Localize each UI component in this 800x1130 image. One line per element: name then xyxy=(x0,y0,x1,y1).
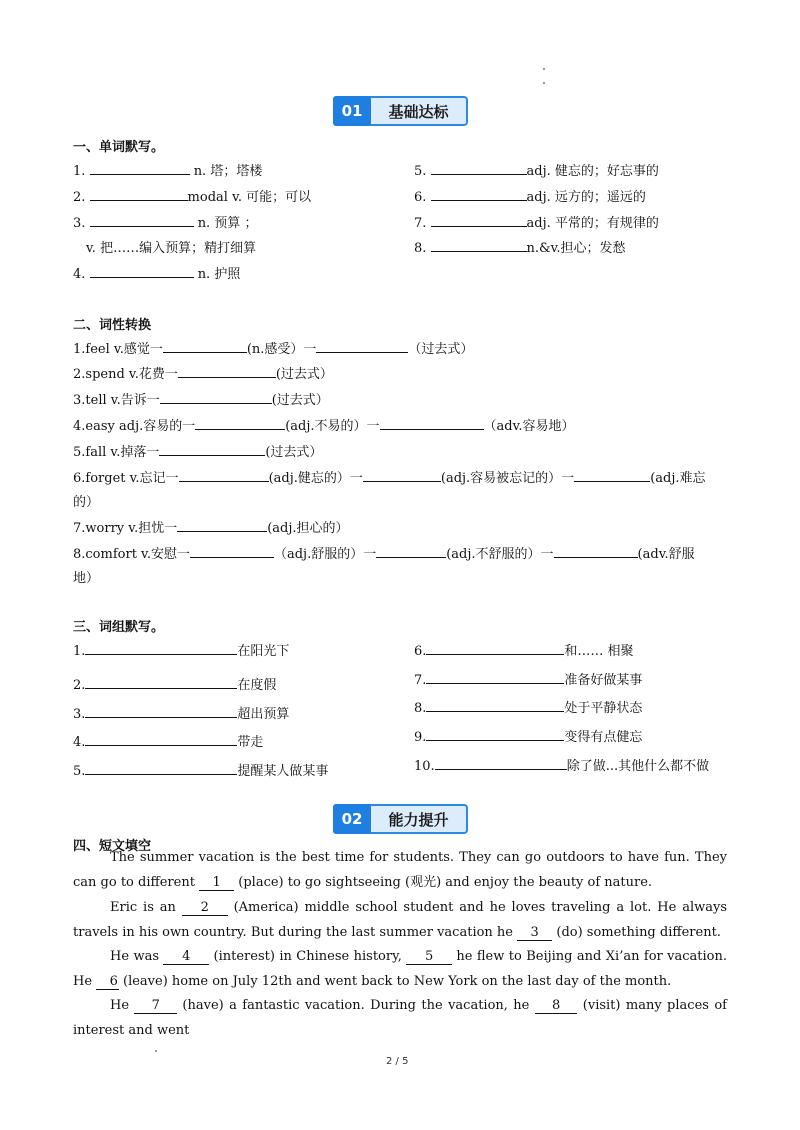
word-item-2 xyxy=(73,186,311,205)
item-text: 7.worry v.担忧一 xyxy=(73,521,178,536)
item-text: (过去式） xyxy=(275,367,333,382)
answer-blank[interactable] xyxy=(90,213,194,227)
blank-number: 1 xyxy=(212,874,221,890)
form-item-5 xyxy=(73,441,322,460)
form-item-6-continued: 的） xyxy=(73,495,100,510)
answer-blank[interactable] xyxy=(90,161,190,175)
item-hint: 带走 xyxy=(237,735,264,750)
item-hint: 在阳光下 xyxy=(237,644,290,659)
item-hint: adj. 健忘的；好忘事的 xyxy=(526,164,659,179)
answer-blank[interactable] xyxy=(316,339,408,353)
item-hint: 处于平静状态 xyxy=(564,701,643,716)
answer-blank[interactable] xyxy=(380,416,484,430)
item-number: 3. xyxy=(73,216,86,231)
badge-number: 02 xyxy=(333,804,371,834)
blank-number: 3 xyxy=(530,924,539,940)
word-item-7 xyxy=(414,212,659,231)
item-text: 2.spend v.花费一 xyxy=(73,367,178,382)
item-hint: 变得有点健忘 xyxy=(564,730,643,745)
passage-text: he flew to Beijing and Xi’an for vacation. He xyxy=(73,949,727,989)
item-text: 8.comfort v.安慰一 xyxy=(73,547,190,562)
answer-blank[interactable] xyxy=(85,675,237,689)
item-number: 1. xyxy=(73,164,86,179)
word-item-6 xyxy=(414,186,646,205)
badge-title: 能力提升 xyxy=(388,810,449,829)
item-hint: n. 塔；塔楼 xyxy=(193,164,263,179)
cloze-blank-5[interactable] xyxy=(406,949,452,965)
item-number: 5. xyxy=(414,164,427,179)
answer-blank[interactable] xyxy=(163,339,247,353)
page-number: 2 / 5 xyxy=(386,1056,409,1067)
decorative-dot xyxy=(543,68,545,70)
passage-text: The summer vacation is the best time for students. They can go outdoors to have fun. They can go to different xyxy=(73,850,727,890)
item-number: 1. xyxy=(73,644,86,659)
phrase-item-7 xyxy=(414,669,642,688)
cloze-paragraph-4 xyxy=(73,994,727,1043)
answer-blank[interactable] xyxy=(160,390,272,404)
passage-text: (interest) in Chinese history, xyxy=(209,949,407,964)
passage-text: (do) something different. xyxy=(552,924,721,940)
item-hint: modal v. 可能；可以 xyxy=(187,190,312,205)
answer-blank[interactable] xyxy=(90,187,188,201)
word-item-3 xyxy=(73,212,257,231)
form-item-8-continued: 地） xyxy=(73,571,100,586)
item-number: 4. xyxy=(73,735,86,750)
item-number: 7. xyxy=(414,216,427,231)
item-number: 6. xyxy=(414,644,427,659)
section-heading-phrase-dictation: 三、词组默写。 xyxy=(73,620,165,635)
blank-number: 8 xyxy=(551,998,561,1013)
cloze-blank-8[interactable] xyxy=(535,998,578,1014)
cloze-blank-1[interactable] xyxy=(199,875,234,891)
form-item-8 xyxy=(73,543,695,562)
blank-number: 5 xyxy=(424,949,434,964)
blank-number: 4 xyxy=(182,949,191,964)
section-badge-basic xyxy=(333,96,468,126)
section-heading-cloze: 四、短文填空 xyxy=(73,839,152,854)
item-number: 2. xyxy=(73,190,86,205)
item-number: 3. xyxy=(73,707,86,722)
item-text: (adv.舒服 xyxy=(637,547,695,562)
item-number: 10. xyxy=(414,759,435,774)
answer-blank[interactable] xyxy=(574,468,650,482)
decorative-dot xyxy=(543,82,545,84)
passage-text: (visit) many places of interest and went xyxy=(73,998,727,1038)
phrase-item-3 xyxy=(73,703,289,722)
answer-blank[interactable] xyxy=(426,670,564,684)
phrase-item-8 xyxy=(414,697,642,716)
cloze-blank-6[interactable] xyxy=(96,974,119,990)
section-badge-advanced xyxy=(333,804,468,834)
form-item-7 xyxy=(73,517,349,536)
answer-blank[interactable] xyxy=(426,698,564,712)
form-item-3 xyxy=(73,389,329,408)
answer-blank[interactable] xyxy=(85,761,237,775)
item-number: 6. xyxy=(414,190,427,205)
answer-blank[interactable] xyxy=(431,161,527,175)
cloze-blank-7[interactable] xyxy=(134,998,177,1014)
word-item-1 xyxy=(73,160,262,179)
blank-number: 2 xyxy=(200,900,209,915)
item-hint: n. 护照 xyxy=(197,267,241,282)
word-item-4 xyxy=(73,263,240,282)
phrase-item-10 xyxy=(414,755,709,774)
item-hint: 提醒某人做某事 xyxy=(237,764,329,779)
phrase-item-4 xyxy=(73,731,263,750)
item-hint: n. 预算 ； xyxy=(197,216,258,231)
form-item-6 xyxy=(73,467,706,486)
form-item-1 xyxy=(73,338,473,357)
item-hint: 和…… 相聚 xyxy=(564,644,634,659)
item-hint: 准备好做某事 xyxy=(564,673,643,688)
answer-blank[interactable] xyxy=(190,544,274,558)
blank-number: 6 xyxy=(109,973,118,989)
word-item-5 xyxy=(414,160,659,179)
item-hint: n.&v.担心；发愁 xyxy=(526,241,626,256)
blank-number: 7 xyxy=(151,998,160,1013)
cloze-paragraph-2 xyxy=(73,896,727,945)
phrase-item-1 xyxy=(73,640,289,659)
item-number: 4. xyxy=(73,267,86,282)
item-text: 3.tell v.告诉一 xyxy=(73,393,160,408)
badge-title: 基础达标 xyxy=(388,102,449,121)
item-text: 5.fall v.掉落一 xyxy=(73,445,160,460)
phrase-item-5 xyxy=(73,760,328,779)
item-hint: adj. 平常的；有规律的 xyxy=(526,216,659,231)
cloze-blank-3[interactable] xyxy=(517,925,552,941)
item-number: 2. xyxy=(73,678,86,693)
item-text: (过去式） xyxy=(265,445,323,460)
phrase-item-6 xyxy=(414,640,634,659)
section-heading-word-dictation: 一、单词默写。 xyxy=(73,140,165,155)
passage-text: (place) to go sightseeing (观光) and enjoy the beauty of nature. xyxy=(234,874,653,890)
item-text: (adj.容易被忘记的）一 xyxy=(440,471,575,486)
item-hint: 超出预算 xyxy=(237,707,290,722)
answer-blank[interactable] xyxy=(426,641,564,655)
passage-text: He xyxy=(110,998,135,1013)
item-text: 6.forget v.忘记一 xyxy=(73,471,179,486)
passage-text: (America) middle school student and he loves traveling a lot. He always travels in his own country. But during the last summer vacation he xyxy=(73,900,728,940)
item-number: 7. xyxy=(414,673,427,688)
answer-blank[interactable] xyxy=(435,756,567,770)
passage-text: (have) a fantastic vacation. During the vacation, he xyxy=(177,998,535,1013)
item-number: 5. xyxy=(73,764,86,779)
answer-blank[interactable] xyxy=(431,187,527,201)
badge-number: 01 xyxy=(333,96,371,126)
item-text: (adj.不易的）一 xyxy=(285,419,380,434)
cloze-paragraph-3 xyxy=(73,945,727,994)
item-text: (adj.难忘 xyxy=(650,471,706,486)
item-hint: 在度假 xyxy=(237,678,277,693)
section-heading-word-forms: 二、词性转换 xyxy=(73,318,152,333)
form-item-2 xyxy=(73,363,333,382)
passage-text: (leave) home on July 12th and went back to New York on the last day of the month. xyxy=(118,973,672,989)
answer-blank[interactable] xyxy=(363,468,441,482)
word-item-3-continued: v. 把……编入预算；精打细算 xyxy=(86,241,257,256)
item-text: (adj.不舒服的）一 xyxy=(446,547,554,562)
answer-blank[interactable] xyxy=(85,704,237,718)
passage-text: He was xyxy=(110,949,164,964)
item-number: 8. xyxy=(414,241,427,256)
item-hint: 除了做...其他什么都不做 xyxy=(566,759,710,774)
item-text: (adj.健忘的）一 xyxy=(268,471,363,486)
form-item-4 xyxy=(73,415,575,434)
cloze-paragraph-1 xyxy=(73,846,727,895)
item-text: (n.感受）一 xyxy=(246,342,317,357)
item-text: 4.easy adj.容易的一 xyxy=(73,419,196,434)
item-text: （adv.容易地） xyxy=(483,419,575,434)
word-item-8 xyxy=(414,237,626,256)
decorative-dot xyxy=(155,1050,157,1052)
item-number: 9. xyxy=(414,730,427,745)
answer-blank[interactable] xyxy=(85,732,237,746)
item-number: 8. xyxy=(414,701,427,716)
answer-blank[interactable] xyxy=(179,468,269,482)
answer-blank[interactable] xyxy=(195,416,285,430)
answer-blank[interactable] xyxy=(178,364,276,378)
item-text: （adj.舒服的）一 xyxy=(273,547,377,562)
answer-blank[interactable] xyxy=(431,213,527,227)
item-text: 1.feel v.感觉一 xyxy=(73,342,163,357)
item-text: (adj.担心的） xyxy=(267,521,349,536)
answer-blank[interactable] xyxy=(90,264,194,278)
cloze-blank-4[interactable] xyxy=(163,949,209,965)
answer-blank[interactable] xyxy=(85,641,237,655)
answer-blank[interactable] xyxy=(426,727,564,741)
item-text: （过去式） xyxy=(408,342,474,357)
passage-text: Eric is an xyxy=(110,900,182,915)
answer-blank[interactable] xyxy=(431,238,527,252)
phrase-item-9 xyxy=(414,726,642,745)
answer-blank[interactable] xyxy=(177,518,267,532)
item-hint: adj. 远方的；遥远的 xyxy=(526,190,646,205)
answer-blank[interactable] xyxy=(554,544,638,558)
phrase-item-2 xyxy=(73,674,276,693)
answer-blank[interactable] xyxy=(376,544,446,558)
cloze-blank-2[interactable] xyxy=(182,900,228,916)
item-text: (过去式） xyxy=(271,393,329,408)
answer-blank[interactable] xyxy=(159,442,265,456)
